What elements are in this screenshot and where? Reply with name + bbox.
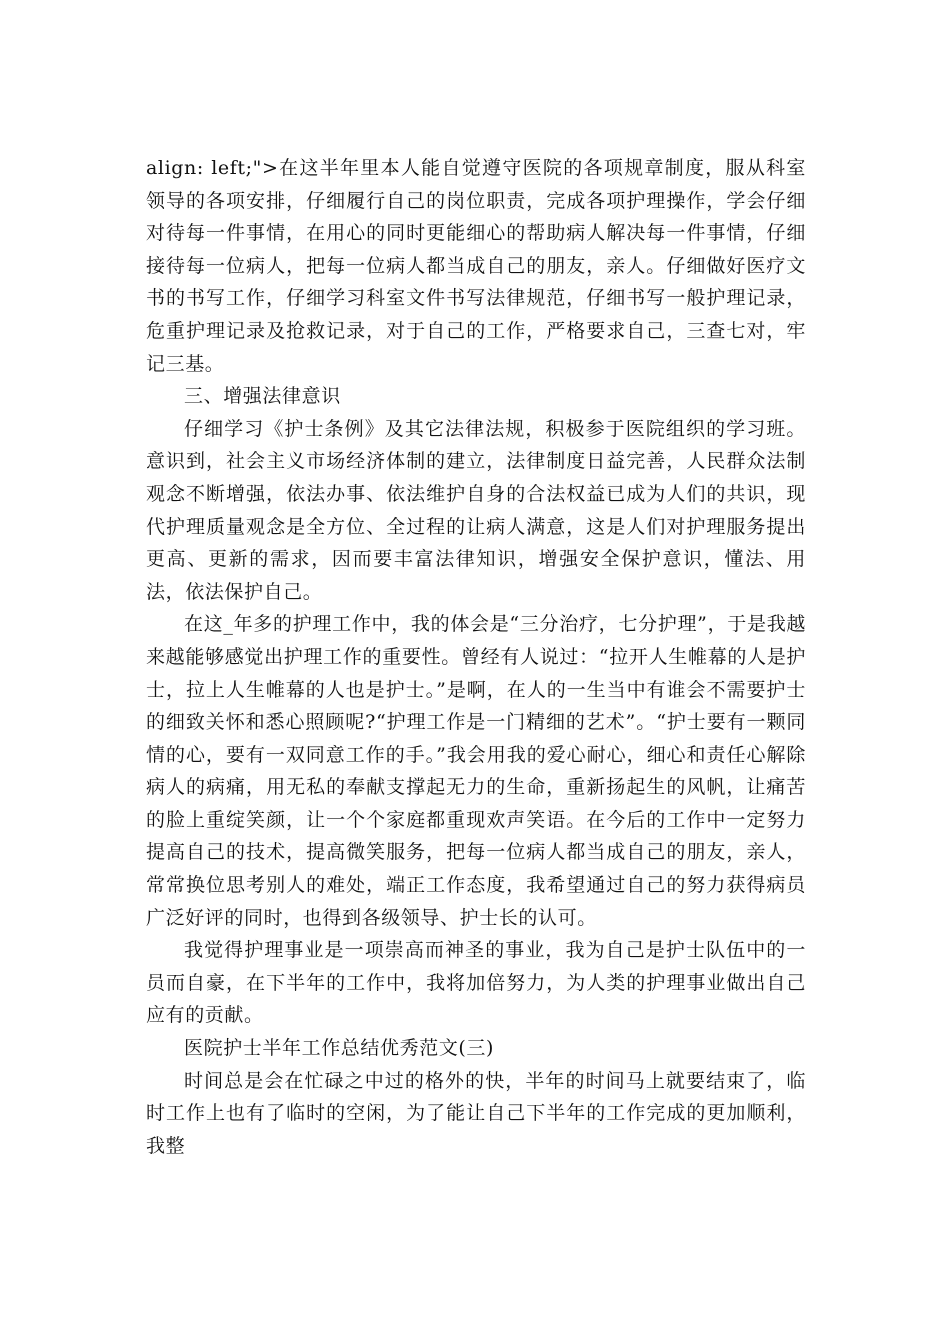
paragraph-nursing-experience: 在这_年多的护理工作中，我的体会是“三分治疗，七分护理”，于是我越来越能够感觉出护理工作的重要性。曾经有人说过：“拉开人生帷幕的人是护士，拉上人生帷幕的人也是护士。”是啊，在人的一生当中有谁会不需要护士的细致关怀和悉心照顾呢?“护理工作是一门精细的艺术”。“护士要有一颗同情的心，要有一双同意工作的手。”我会用我的爱心耐心，细心和责任心解除病人的病痛，用无私的奉献支撑起无力的生命，重新扬起生的风帆，让痛苦的脸上重绽笑颜，让一个个家庭都重现欢声笑语。在今后的工作中一定努力提高自己的技术，提高微笑服务，把每一位病人都当成自己的朋友，亲人，常常换位思考别人的难处，端正工作态度，我希望通过自己的努力获得病员广泛好评的同时，也得到各级领导、护士长的认可。 <box>146 613 806 929</box>
paragraph-nursing-career: 我觉得护理事业是一项崇高而神圣的事业，我为自己是护士队伍中的一员而自豪，在下半年的工作中，我将加倍努力，为人类的护理事业做出自己应有的贡献。 <box>146 939 806 1027</box>
paragraph-rules-compliance: align: left;">在这半年里本人能自觉遵守医院的各项规章制度，服从科室领导的各项安排，仔细履行自己的岗位职责，完成各项护理操作，学会仔细对待每一件事情，在用心的同时更能细心的帮助病人解决每一件事情，仔细接待每一位病人，把每一位病人都当成自己的朋友，亲人。仔细做好医疗文书的书写工作，仔细学习科室文件书写法律规范，仔细书写一般护理记录，危重护理记录及抢救记录，对于自己的工作，严格要求自己，三查七对，牢记三基。 <box>146 157 806 375</box>
section-heading-legal-awareness: 三、增强法律意识 <box>184 385 341 408</box>
paragraph-legal-study: 仔细学习《护士条例》及其它法律法规，积极参于医院组织的学习班。意识到，社会主义市场经济体制的建立，法律制度日益完善，人民群众法制观念不断增强，依法办事、依法维护自身的合法权益已成为人们的共识，现代护理质量观念是全方位、全过程的让病人满意，这是人们对护理服务提出更高、更新的需求，因而要丰富法律知识，增强安全保护意识，懂法、用法，依法保护自己。 <box>146 417 806 603</box>
section-heading-example-three: 医院护士半年工作总结优秀范文(三) <box>184 1037 495 1060</box>
paragraph-half-year-intro: 时间总是会在忙碌之中过的格外的快，半年的时间马上就要结束了，临时工作上也有了临时的空闲，为了能让自己下半年的工作完成的更加顺利，我整 <box>146 1069 806 1157</box>
document-body <box>146 152 806 1162</box>
